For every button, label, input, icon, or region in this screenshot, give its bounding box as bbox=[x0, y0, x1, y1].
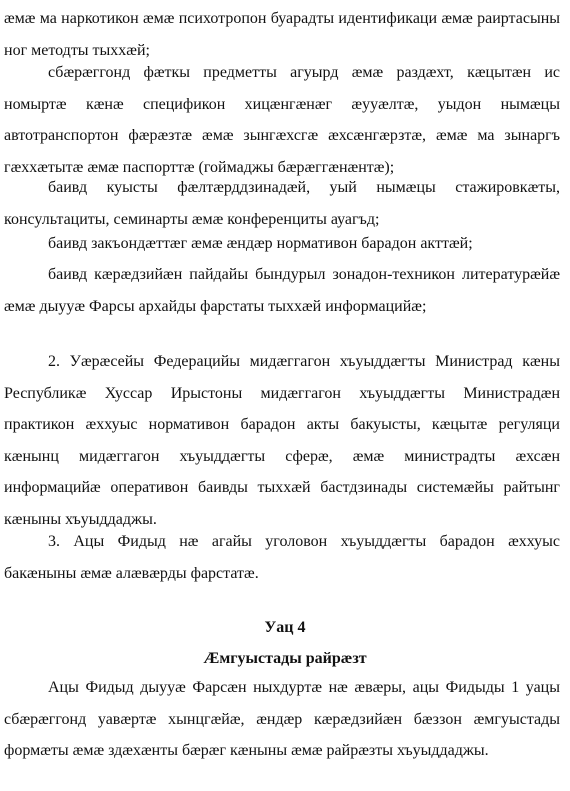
paragraph-literature-exchange: баивд кæрæдзийæн пайдайы бындурыл зонадон-техникон литературæйæ æмæ дыууæ Фарсы архайды фарстаты тыххæй информацийæ; bbox=[4, 266, 560, 315]
paragraph-clause-3: 3. Ацы Фидыд нæ агайы уголовон хъуыддæгты барадон æххуыс бакæныны æмæ алæвæрды фарстатæ. bbox=[4, 533, 560, 582]
paragraph-items-search: сбæрæггонд фæткы предметты агуырд æмæ раздæхт, кæцытæн ис номыртæ кæнæ спецификон хицæнгæнæг æууæлтæ, уыдон нымæцы автотранспортон фæрæзтæ æмæ зынгæхсгæ æхсæнгæрзтæ, æмæ ма зынаргъ гæххæтытæ æмæ паспорттæ (гоймаджы бæрæггæнæнтæ); bbox=[4, 64, 560, 176]
article-title: Æмгуыстады райрæзт bbox=[203, 650, 367, 667]
article-number: Уац 4 bbox=[264, 619, 306, 636]
paragraph-clause-2: 2. Уæрæсейы Федерацийы мидæггагон хъуыддæгты Министрад кæны Республикæ Хуссар Ирыстоны мидæггагон хъуыддæгты Министрадæн практикон æххуыс нормативон барадон акты бакуысты, кæцытæ регуляци кæнынц мидæггагон хъуыддæгты сферæ, æмæ министрадты æхсæн информацийæ оперативон баивды тыххæй бастдзинады системæйы райтынг кæныны хъуыддаджы. bbox=[4, 353, 560, 528]
paragraph-methods: æмæ ма наркотикон æмæ психотропон буарадты идентификаци æмæ раиртасыны ног методты тыххæй; bbox=[4, 10, 560, 59]
article-text: Ацы Фидыд дыууæ Фарсæн ныхдуртæ нæ æвæры, ацы Фидыды 1 уацы сбæрæггонд уавæртæ хынцгæйæ, æндæр кæрæдзийæн бæззон æмгуыстады формæты æмæ здæхæнты бæрæг кæныны æмæ райрæзты хъуыддаджы. bbox=[4, 679, 560, 759]
paragraph-experience-exchange: баивд куысты фæлтæрддзинадæй, уый нымæцы стажировкæты, консультациты, семинарты æмæ конференциты ауагъд; bbox=[4, 179, 560, 228]
paragraph-legislation-exchange: баивд закъондæттæг æмæ æндæр нормативон барадон акттæй; bbox=[48, 235, 473, 252]
